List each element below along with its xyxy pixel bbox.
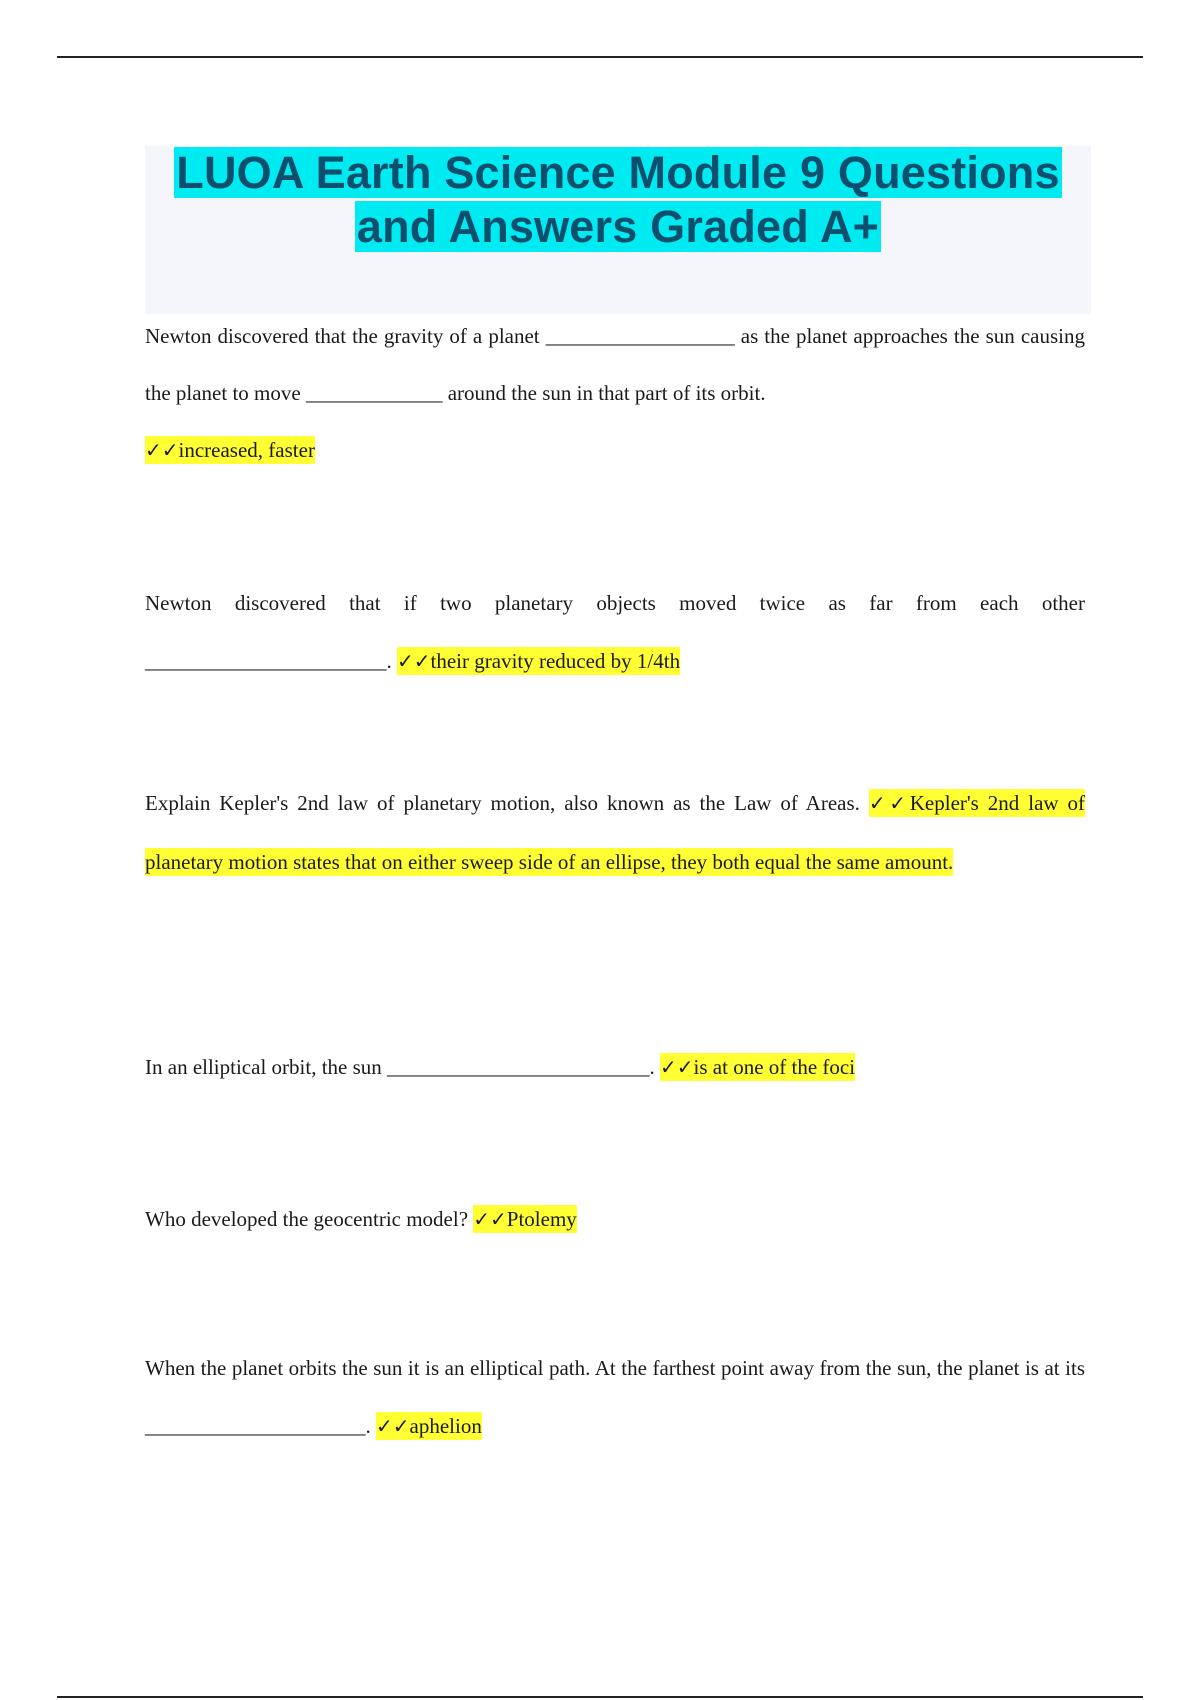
answer-blank: _______________________ [145,649,387,673]
check-icon: ✓✓ [376,1414,410,1438]
page-title [145,146,1091,254]
question-text: In an elliptical orbit, the sun [145,1055,388,1079]
question-text: . [649,1055,661,1079]
answer-highlight [376,1412,482,1440]
answer-highlight [145,436,315,464]
question-5 [145,1190,1085,1248]
answer-blank: __________________ [545,324,735,348]
question-text: Newton discovered that the gravity of a planet [145,324,546,348]
check-icon: ✓✓ [660,1055,694,1079]
question-text: Newton discovered that if two planetary objects moved twice as far from each other [145,591,1085,615]
question-text: around the sun in that part of its orbit. [442,381,766,405]
answer-blank: _________________________ [387,1055,650,1079]
question-4 [145,1038,1085,1096]
answer-text: increased, faster [178,438,315,462]
answer-highlight [397,647,680,675]
check-icon: ✓✓ [868,791,910,815]
answer-text: Kepler's 2nd law of planetary motion states that on either sweep side of an ellipse, they both equal the same amount. [145,791,1085,874]
answer-text: Ptolemy [506,1207,577,1231]
check-icon: ✓✓ [145,438,179,462]
answer-blank: _____________________ [145,1414,366,1438]
question-1 [145,308,1085,479]
check-icon: ✓✓ [397,649,431,673]
answer-highlight [473,1205,577,1233]
question-text: as the planet approaches the sun causing the planet to move [145,324,1085,405]
question-2 [145,574,1085,690]
title-line-2: and Answers Graded A+ [356,201,880,252]
title-line-1: LUOA Earth Science Module 9 Questions [176,147,1060,198]
question-3 [145,774,1085,892]
question-text: When the planet orbits the sun it is an elliptical path. At the farthest point away from the sun, the planet is at its [145,1356,1085,1380]
footer-rule [57,1696,1143,1698]
question-text: . [365,1414,376,1438]
answer-text: is at one of the foci [693,1055,856,1079]
question-text: Who developed the geocentric model? [145,1207,474,1231]
check-icon: ✓✓ [473,1207,507,1231]
title-box [145,146,1091,314]
answer-text: aphelion [409,1414,482,1438]
question-6 [145,1339,1085,1455]
answer-blank: _____________ [305,381,443,405]
answer-text: their gravity reduced by 1/4th [430,649,681,673]
answer-highlight [660,1053,855,1081]
question-text: . [386,649,397,673]
header-rule [57,56,1143,58]
question-text: Explain Kepler's 2nd law of planetary motion, also known as the Law of Areas. [145,791,869,815]
